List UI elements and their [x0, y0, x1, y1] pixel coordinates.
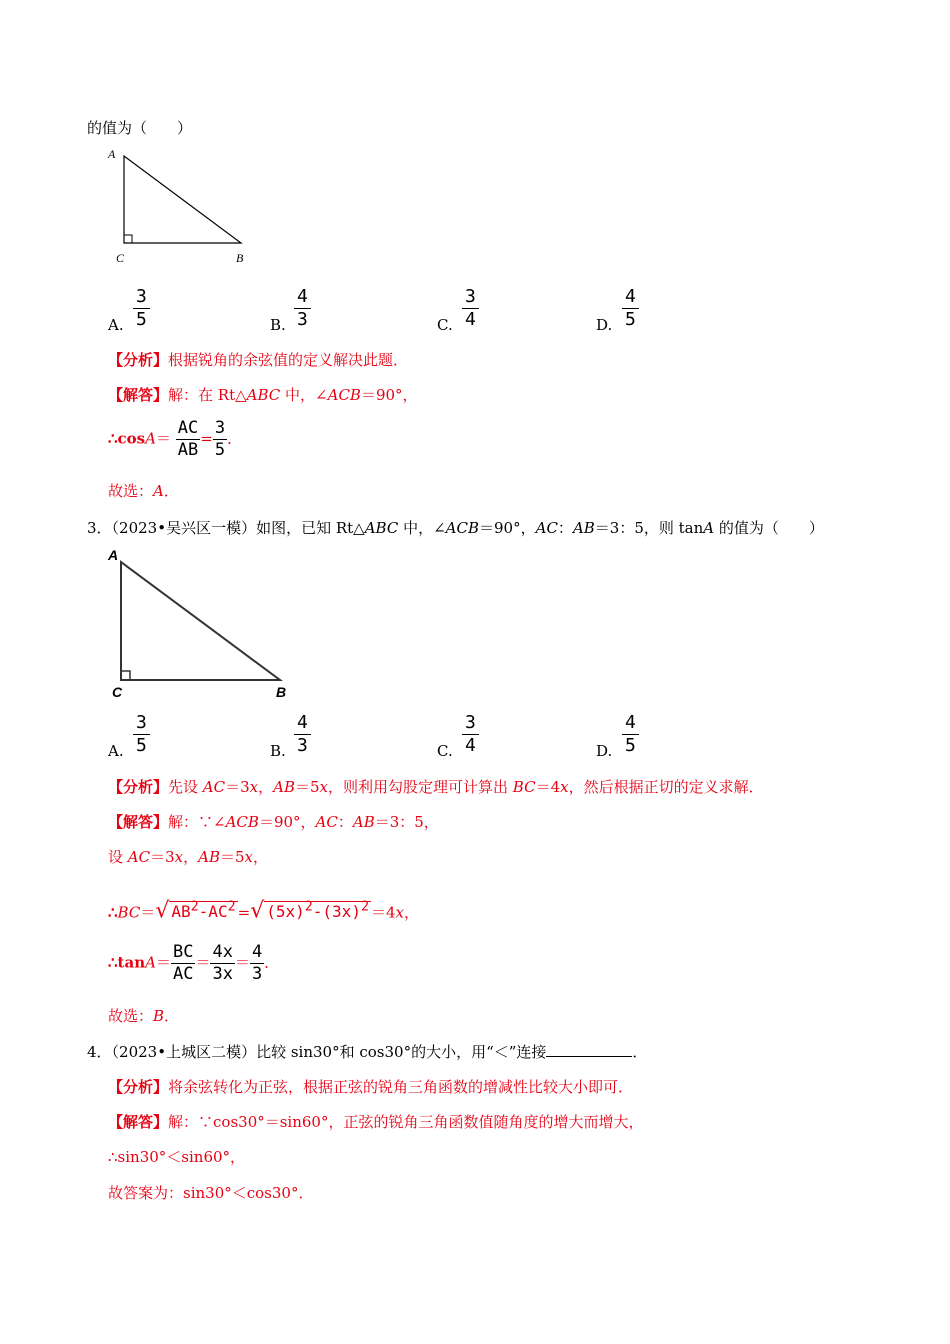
q2-option-b-letter: B. — [270, 316, 286, 334]
q3-triangle-shape — [121, 562, 280, 680]
q4-analysis-tag: 【分析】 — [108, 1078, 169, 1096]
den: 3 — [251, 964, 263, 984]
t: ＝4 — [535, 778, 561, 796]
q3-tan-fraction-4-3 — [250, 944, 264, 983]
t: （2023•上城区二模）比较 sin30°和 cos30°的大小，用“＜”连接 — [111, 1043, 547, 1061]
q3-tan-fraction-4x-3x — [210, 944, 234, 983]
t: ＝3 — [225, 778, 250, 796]
den: 4 — [465, 735, 476, 756]
q2-option-c-fraction — [462, 288, 479, 329]
q2-right-angle-mark — [124, 235, 132, 243]
q2-triangle-figure — [100, 142, 260, 270]
num: 4 — [622, 288, 639, 309]
q3-analysis — [108, 777, 764, 797]
q3-label-a: A — [108, 547, 119, 563]
q4-answer: 故答案为：sin30°＜cos30°． — [108, 1184, 314, 1202]
t: ＝90°， — [258, 813, 316, 831]
t: A — [703, 519, 715, 537]
q4-solution-tag: 【解答】 — [108, 1113, 169, 1131]
t: 将余弦转化为正弦，根据正弦的锐角三角函数的增减性比较大小即可． — [168, 1078, 634, 1096]
t: x — [249, 778, 259, 796]
t: ACB — [225, 813, 259, 831]
num: 4x — [212, 942, 233, 962]
q2-option-a-letter: A. — [108, 316, 124, 334]
q4-solution — [108, 1112, 643, 1132]
t: A — [145, 429, 156, 448]
q4-number: 4． — [87, 1043, 112, 1061]
q3-triangle-figure — [100, 544, 300, 704]
q3-solution-tag: 【解答】 — [108, 813, 169, 831]
q2-option-d-letter: D. — [596, 316, 613, 334]
q3-tan-line — [108, 944, 279, 983]
t: （2023•吴兴区一模）如图，已知 Rt△ — [111, 519, 365, 537]
q3-option-a-fraction — [133, 714, 150, 755]
num: 4 — [294, 288, 311, 309]
t: ＝5 — [219, 848, 245, 866]
t: ACB — [327, 386, 361, 404]
num: 4 — [251, 942, 263, 962]
den: 5 — [136, 309, 147, 330]
q3-option-c-letter: C. — [437, 742, 453, 760]
den: 5 — [136, 735, 147, 756]
q2-cos-line — [108, 420, 242, 459]
q3-option-b-letter: B. — [270, 742, 286, 760]
den: 5 — [625, 309, 636, 330]
t: ＝5 — [295, 778, 320, 796]
q2-analysis-tag: 【分析】 — [108, 351, 169, 369]
den: 3 — [297, 735, 308, 756]
t: 2 — [304, 900, 313, 915]
q3-bc-line — [108, 898, 419, 922]
t: AB — [273, 778, 295, 796]
q2-option-c-letter: C. — [437, 316, 453, 334]
q3-label-c: C — [112, 684, 123, 700]
q3-stem — [87, 518, 824, 538]
t: AB — [198, 848, 220, 866]
q2-cos-fraction-ac-ab — [176, 420, 200, 459]
t: 中，∠ — [398, 519, 446, 537]
q2-analysis — [108, 350, 408, 370]
den: AC — [172, 964, 194, 984]
q2-option-b-fraction — [294, 288, 311, 329]
t: 故选： — [108, 482, 154, 500]
t: 解：∵cos30°＝sin60°，正弦的锐角三角函数值随角度的增大而增大， — [168, 1113, 644, 1131]
t: AC — [127, 848, 151, 866]
t: 2 — [227, 900, 236, 915]
t: ABC — [364, 519, 399, 537]
t: ∴tan — [108, 953, 146, 972]
den: 3x — [212, 964, 233, 984]
den: 3 — [297, 309, 308, 330]
q2-solution-tag: 【解答】 — [108, 386, 169, 404]
t: 2 — [190, 900, 199, 915]
t: 2 — [360, 900, 369, 915]
t: A — [153, 482, 164, 500]
t: ＝ — [155, 953, 171, 972]
t: ： — [337, 813, 353, 831]
t: x — [244, 848, 253, 866]
t: ： — [557, 519, 573, 537]
t: AB — [352, 813, 375, 831]
t: -AC — [198, 902, 228, 922]
t: 先设 — [168, 778, 203, 796]
t: BC — [117, 903, 141, 922]
t: ＝3：5， — [374, 813, 439, 831]
t: ∴ — [108, 903, 118, 922]
t: B — [153, 1007, 165, 1025]
num: 4 — [294, 714, 311, 735]
t: 设 — [108, 848, 128, 866]
q4-therefore: ∴sin30°＜sin60°， — [108, 1148, 246, 1166]
q4-analysis — [108, 1077, 633, 1097]
t: ＝3 — [150, 848, 175, 866]
t: ＝90°， — [360, 386, 418, 404]
q3-option-c-fraction — [462, 714, 479, 755]
t: ． — [227, 429, 243, 448]
q3-tan-fraction-bc-ac — [171, 944, 195, 983]
t: ABC — [246, 386, 281, 404]
t: x — [174, 848, 184, 866]
q3-set-line — [108, 847, 268, 867]
t: ， — [404, 903, 420, 922]
t: AC — [202, 778, 226, 796]
q2-option-d-fraction — [622, 288, 639, 329]
t: = — [200, 429, 213, 448]
num: 3 — [462, 714, 479, 735]
q2-stem-tail: 的值为（ ） — [87, 119, 193, 137]
t: 的值为（ ） — [714, 519, 824, 537]
t: ． — [163, 482, 179, 500]
q4-stem — [87, 1041, 647, 1062]
t: ，则利用勾股定理可计算出 — [328, 778, 513, 796]
q3-solution — [108, 812, 439, 832]
den: 5 — [625, 735, 636, 756]
num: 3 — [214, 418, 226, 438]
t: ． — [632, 1043, 648, 1061]
q2-solution — [108, 385, 418, 405]
q3-right-angle-mark — [121, 671, 130, 680]
num: 3 — [462, 288, 479, 309]
t: AC — [315, 813, 338, 831]
t: 故选： — [108, 1007, 154, 1025]
t: (5x) — [266, 902, 305, 922]
q3-option-d-letter: D. — [596, 742, 613, 760]
t: -(3x) — [312, 902, 361, 922]
t: A — [145, 953, 156, 972]
t: ∴cos — [108, 429, 146, 448]
sqrt-sign-1: √ — [155, 898, 170, 924]
q2-answer — [108, 481, 179, 501]
t: ＝ — [140, 903, 156, 922]
q2-cos-fraction-3-5 — [213, 420, 227, 459]
t: ， — [183, 848, 199, 866]
t: AB — [572, 519, 595, 537]
t: x — [395, 903, 404, 922]
num: 4 — [622, 714, 639, 735]
t: BC — [512, 778, 536, 796]
num: AC — [177, 418, 199, 438]
t: ． — [164, 1007, 180, 1025]
q3-analysis-tag: 【分析】 — [108, 778, 169, 796]
t: ． — [264, 953, 280, 972]
sqrt-radicand-1 — [169, 901, 237, 921]
t: x — [319, 778, 329, 796]
q3-option-b-fraction — [294, 714, 311, 755]
t: 中，∠ — [280, 386, 328, 404]
q2-option-a-fraction — [133, 288, 150, 329]
den: 4 — [465, 309, 476, 330]
num: BC — [172, 942, 194, 962]
q2-label-a: A — [108, 147, 116, 161]
num: 3 — [133, 288, 150, 309]
q2-label-c: C — [116, 251, 125, 265]
t: ACB — [445, 519, 480, 537]
t: ＝ — [234, 953, 250, 972]
q3-label-b: B — [276, 684, 287, 700]
den: 5 — [214, 440, 226, 460]
t: ＝4 — [370, 903, 396, 922]
q2-triangle-shape — [124, 156, 241, 243]
num: 3 — [133, 714, 150, 735]
t: 解：∵∠ — [168, 813, 226, 831]
q4-answer-blank — [546, 1041, 632, 1057]
q2-analysis-text: 根据锐角的余弦值的定义解决此题． — [168, 351, 409, 369]
t: ，然后根据正切的定义求解． — [568, 778, 764, 796]
t: = — [237, 903, 251, 922]
t: ， — [253, 848, 269, 866]
sqrt-sign-2: √ — [250, 898, 265, 924]
t: AB — [171, 902, 191, 922]
t: x — [560, 778, 569, 796]
q2-label-b: B — [236, 251, 244, 265]
t: 解：在 Rt△ — [168, 386, 247, 404]
t: ＝ — [195, 953, 211, 972]
t: ， — [258, 778, 274, 796]
q3-number: 3． — [87, 519, 112, 537]
den: AB — [177, 440, 199, 460]
t: ＝ — [155, 429, 171, 448]
q3-option-a-letter: A. — [108, 742, 124, 760]
t: ＝3：5，则 tan — [594, 519, 704, 537]
sqrt-radicand-2 — [264, 901, 371, 921]
q3-option-d-fraction — [622, 714, 639, 755]
t: AC — [535, 519, 558, 537]
t: ＝90°， — [479, 519, 536, 537]
q3-answer — [108, 1006, 179, 1026]
